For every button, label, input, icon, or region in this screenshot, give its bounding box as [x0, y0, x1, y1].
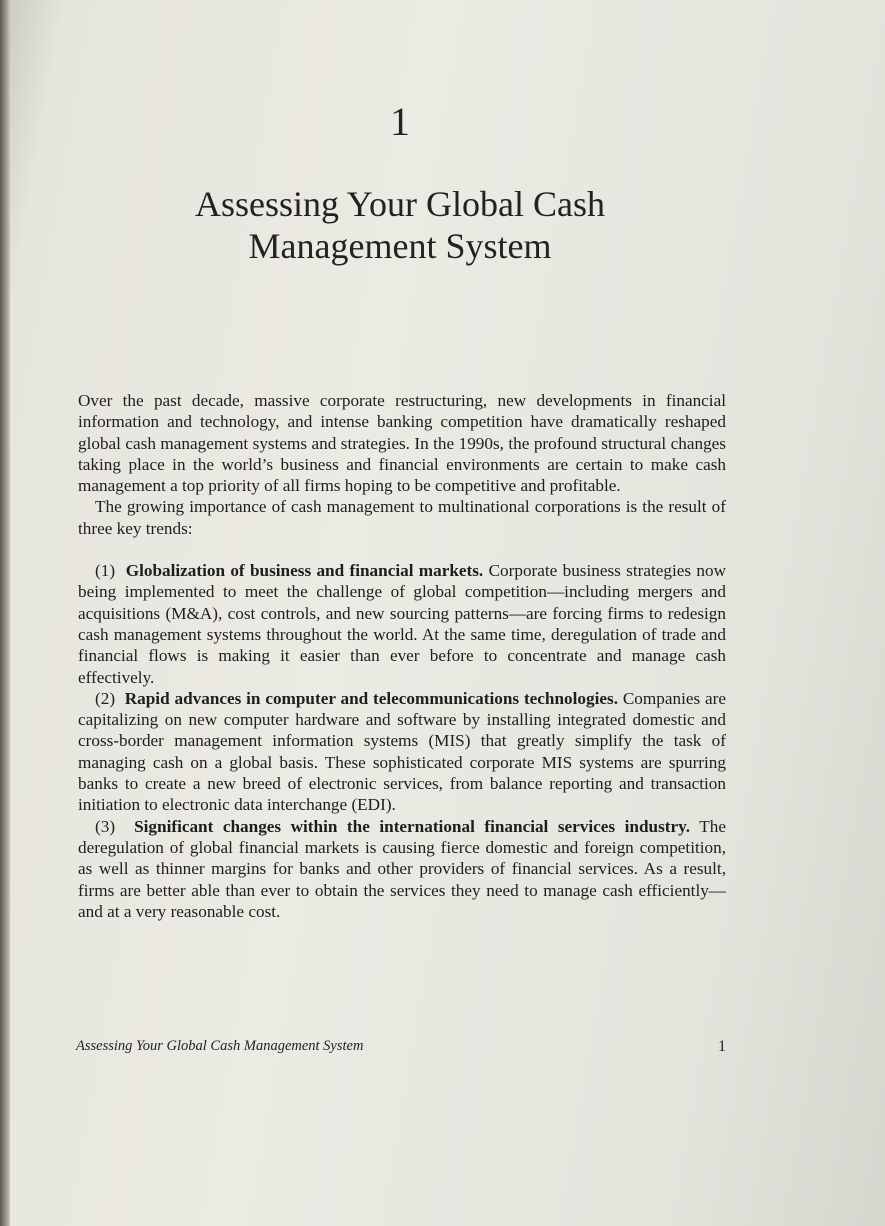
trend-item-1: [78, 560, 726, 688]
trend-heading: Globalization of business and financial markets.: [125, 561, 484, 581]
running-title: Assessing Your Global Cash Management System: [76, 1038, 364, 1054]
chapter-title-line-1: Assessing Your Global Cash: [194, 184, 606, 224]
body-text: [78, 390, 726, 922]
page-number: 1: [718, 1038, 726, 1055]
trend-number: (1): [95, 561, 116, 581]
trend-heading: Significant changes within the international financial services industry.: [134, 816, 691, 836]
chapter-title-line-2: Management System: [248, 226, 552, 266]
trend-text: Companies are capitalizing on new computer hardware and software by installing integrated domestic and cross-border management information systems (MIS) that greatly simplify the task of managing cash on a global basis. These sophisticated corporate MIS systems are spurring banks to create a new breed of electronic services, from balance reporting and transaction initiation to electronic data interchange (EDI).: [78, 688, 726, 815]
paragraph-gap: [78, 539, 726, 560]
chapter-title: [0, 183, 800, 267]
trend-text: Corporate business strategies now being implemented to meet the challenge of global competition—including mergers and acquisitions (M&A), cost controls, and new sourcing patterns—are forcing firms to redesign cash management systems throughout the world. At the same time, deregulation of trade and financial flows is making it easier than ever before to concentrate and manage cash effectively.: [78, 561, 727, 687]
trend-heading: Rapid advances in computer and telecommunications technologies.: [124, 688, 618, 708]
trend-text: The deregulation of global financial markets is causing fierce domestic and foreign competition, as well as thinner margins for banks and other providers of financial services. As a result, firms are better able than ever to obtain the services they need to manage cash efficiently—and at a very reasonable cost.: [78, 816, 726, 921]
trend-item-3: [78, 816, 726, 922]
chapter-number: 1: [390, 99, 410, 144]
intro-paragraph-2: The growing importance of cash management to multinational corporations is the result of three key trends:: [78, 497, 726, 538]
trend-number: (3): [95, 816, 116, 836]
trend-number: (2): [95, 688, 116, 708]
intro-paragraph-1: Over the past decade, massive corporate restructuring, new developments in financial information and technology, and intense banking competition have dramatically reshaped global cash management systems and strategies. In the 1990s, the profound structural changes taking place in the world’s business and financial environments are certain to make cash management a top priority of all firms hoping to be competitive and profitable.: [78, 391, 726, 496]
trend-item-2: [78, 688, 726, 816]
